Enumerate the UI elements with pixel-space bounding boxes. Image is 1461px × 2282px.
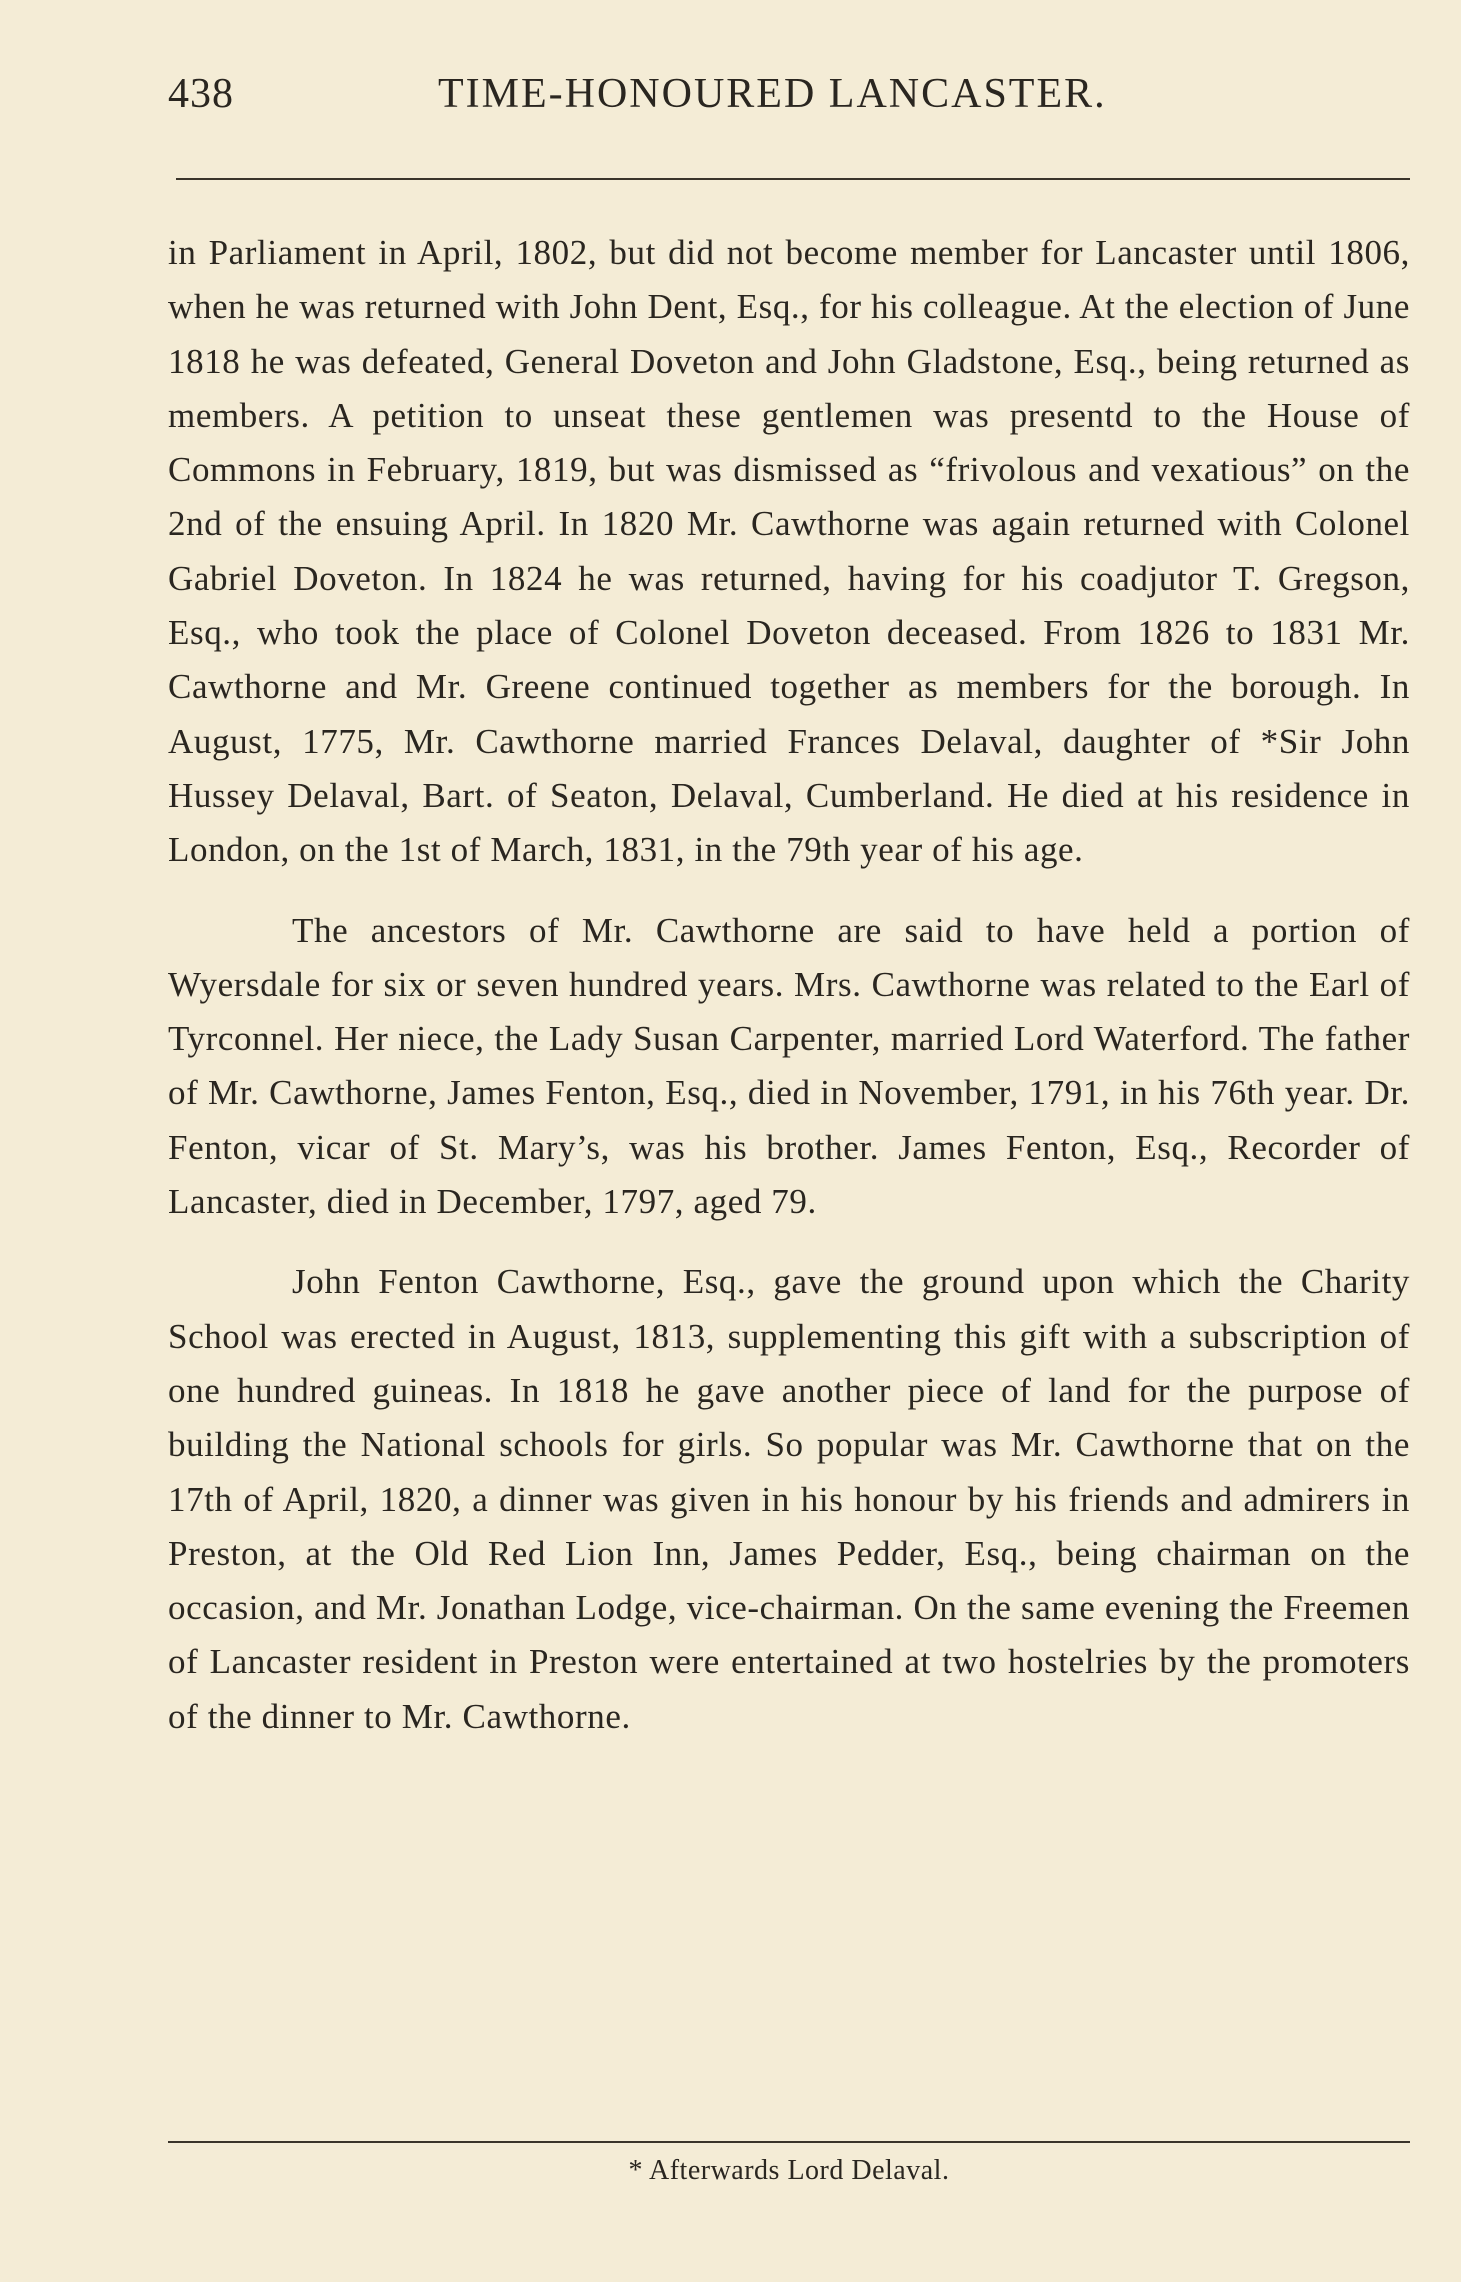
- body-text: [168, 226, 1410, 1744]
- page-number: 438: [168, 71, 234, 117]
- running-title: TIME-HONOURED LANCASTER.: [438, 71, 1107, 117]
- footnote: * Afterwards Lord Delaval.: [628, 2155, 950, 2186]
- footnote-rule: [168, 2141, 1410, 2143]
- page-header: [168, 70, 1410, 130]
- paragraph: John Fenton Cawthorne, Esq., gave the ground upon which the Charity School was erected in August, 1813, supplementing this gift with a subscription of one hundred guineas. In 1818 he gave another piece of land for the purpose of building the National schools for girls. So popular was Mr. Cawthorne that on the 17th of April, 1820, a dinner was given in his honour by his friends and admirers in Preston, at the Old Red Lion Inn, James Pedder, Esq., being chairman on the occasion, and Mr. Jonathan Lodge, vice-chairman. On the same evening the Freemen of Lancaster resident in Preston were entertained at two hostelries by the promoters of the dinner to Mr. Cawthorne.: [168, 1262, 1410, 1736]
- paragraph: The ancestors of Mr. Cawthorne are said to have held a portion of Wyersdale for six or seven hundred years. Mrs. Cawthorne was related to the Earl of Tyrconnel. Her niece, the Lady Susan Carpenter, married Lord Waterford. The father of Mr. Cawthorne, James Fenton, Esq., died in November, 1791, in his 76th year. Dr. Fenton, vicar of St. Mary’s, was his brother. James Fenton, Esq., Recorder of Lancaster, died in December, 1797, aged 79.: [168, 910, 1410, 1222]
- header-rule: [176, 178, 1410, 180]
- paragraph: in Parliament in April, 1802, but did not become member for Lancaster until 1806, when he was returned with John Dent, Esq., for his colleague. At the election of June 1818 he was defeated, General Doveton and John Gladstone, Esq., being returned as members. A petition to unseat these gentlemen was presentd to the House of Commons in February, 1819, but was dismissed as “frivolous and vexatious” on the 2nd of the ensuing April. In 1820 Mr. Cawthorne was again returned with Colonel Gabriel Doveton. In 1824 he was returned, having for his coadjutor T. Gregson, Esq., who took the place of Colonel Doveton deceased. From 1826 to 1831 Mr. Cawthorne and Mr. Greene continued together as members for the borough. In August, 1775, Mr. Cawthorne married Frances Delaval, daughter of *Sir John Hussey Delaval, Bart. of Seaton, Delaval, Cumberland. He died at his residence in London, on the 1st of March, 1831, in the 79th year of his age.: [168, 233, 1410, 870]
